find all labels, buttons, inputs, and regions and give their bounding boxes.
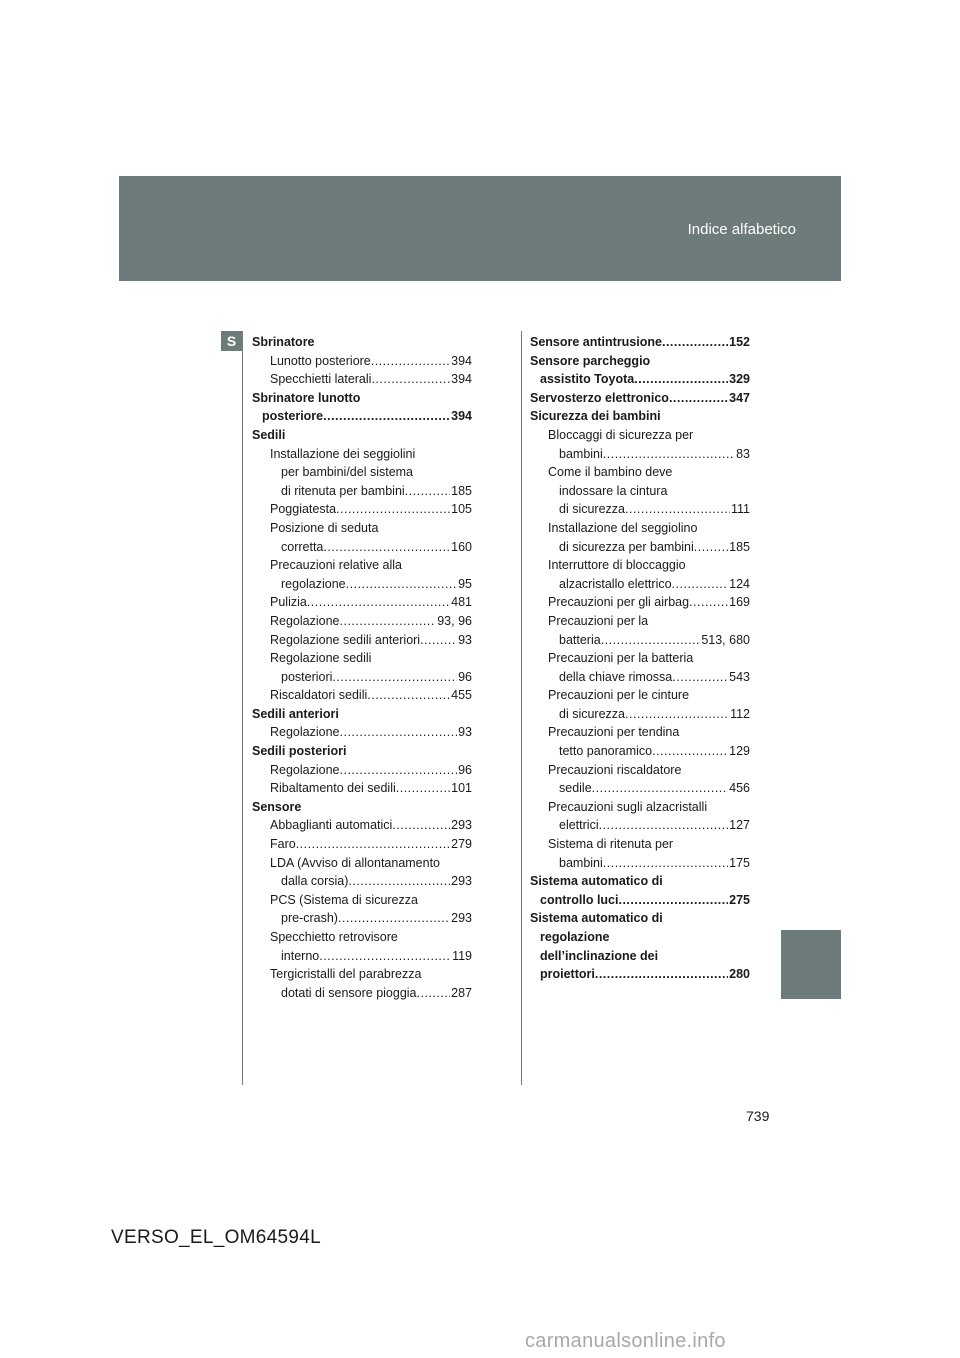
entry-text: Precauzioni relative alla [270,558,403,573]
entry-page: 394 [451,409,472,424]
dot-leader [672,575,729,594]
entry-text: Precauzioni riscaldatore [548,762,682,777]
entry-text: indossare la cintura [559,483,668,498]
entry-page: 185 [451,483,472,498]
entry-text: di sicurezza per bambini [559,539,694,554]
entry-page: 101 [451,781,472,796]
index-entry [252,761,472,780]
dot-leader [323,538,450,557]
entry-text: LDA (Avviso di allontanamento [270,855,441,870]
entry-page: 93 [458,632,472,647]
index-entry [530,352,750,371]
entry-text: PCS (Sistema di sicurezza [270,892,418,907]
index-entry [252,705,472,724]
entry-page: 185 [729,539,750,554]
column-divider-right [521,331,522,1085]
entry-page: 456 [729,781,750,796]
dot-leader [371,370,450,389]
entry-text: Abbaglianti automatici [270,818,393,833]
entry-text: Installazione dei seggiolini [270,446,416,461]
index-entry [252,854,472,873]
entry-page: 160 [451,539,472,554]
entry-page: 127 [729,818,750,833]
dot-leader [340,612,437,631]
index-entry [530,891,750,910]
index-entry [252,798,472,817]
dot-leader [662,333,728,352]
section-header [119,176,841,281]
index-entry [530,723,750,742]
dot-leader [392,816,450,835]
entry-text: Tergicristalli del parabrezza [270,967,422,982]
entry-text: di sicurezza [559,502,625,517]
entry-text: Regolazione [270,762,340,777]
entry-text: Regolazione sedili anteriori [270,632,421,647]
index-entry [530,872,750,891]
entry-text: Ribaltamento dei sedili [270,781,396,796]
entry-text: Precauzioni per gli airbag [548,595,690,610]
entry-text: Sistema automatico di [530,874,663,889]
entry-page: 543 [729,669,750,684]
entry-page: 513, 680 [701,632,750,647]
entry-text: Precauzioni per tendina [548,725,680,740]
index-entry [252,723,472,742]
entry-page: 152 [729,335,750,349]
index-entry [252,445,472,464]
document-code: VERSO_EL_OM64594L [111,1227,321,1248]
index-entry [530,370,750,389]
index-entry [530,426,750,445]
entry-page: 119 [452,948,472,963]
dot-leader [307,593,450,612]
entry-text: Installazione del seggiolino [548,520,698,535]
index-entry [530,519,750,538]
dot-leader [405,482,450,501]
dot-leader [652,742,728,761]
entry-page: 394 [451,353,472,368]
index-entry [530,761,750,780]
index-entry [252,928,472,947]
entry-page: 95 [458,576,472,591]
entry-text: della chiave rimossa [559,669,673,684]
entry-page: 93 [458,725,472,740]
dot-leader [694,538,728,557]
index-entry [252,333,472,352]
side-tab [781,930,841,999]
index-entry [252,575,472,594]
index-entry [530,816,750,835]
entry-text: Sistema automatico di [530,911,663,926]
entry-text: elettrici [559,818,599,833]
index-entry [530,965,750,984]
entry-text: Sistema di ritenuta per [548,837,674,852]
entry-text: controllo luci [540,892,619,907]
entry-text: dotati di sensore pioggia [281,985,417,1000]
entry-page: 175 [729,855,750,870]
entry-text: Regolazione [270,613,340,628]
entry-text: Regolazione sedili [270,651,372,666]
index-entry [530,631,750,650]
dot-leader [296,835,450,854]
dot-leader [672,668,728,687]
dot-leader [340,761,458,780]
entry-page: 275 [729,892,750,907]
entry-text: Poggiatesta [270,502,337,517]
dot-leader [336,500,450,519]
dot-leader [603,445,735,464]
index-entry [252,909,472,928]
index-entry [530,538,750,557]
entry-text: sedile [559,781,592,796]
index-entry [530,742,750,761]
letter-badge: S [221,331,242,351]
index-entry [530,593,750,612]
index-entry [530,389,750,408]
dot-leader [595,965,728,984]
index-entry [252,835,472,854]
entry-text: Faro [270,837,296,852]
entry-text: Come il bambino deve [548,465,673,480]
entry-page: 455 [451,688,472,703]
column-divider-left [242,331,243,1085]
entry-text: posteriori [281,669,333,684]
index-entry [252,352,472,371]
dot-leader [340,723,458,742]
dot-leader [618,891,728,910]
index-entry [252,872,472,891]
entry-page: 96 [458,669,472,684]
entry-page: 111 [730,502,750,517]
entry-text: Precauzioni per la [548,613,649,628]
entry-text: dell’inclinazione dei [540,948,659,963]
index-entry [252,779,472,798]
entry-text: Sedili posteriori [252,744,347,759]
index-entry [252,426,472,445]
dot-leader [367,686,450,705]
dot-leader [420,631,457,650]
index-entry [252,816,472,835]
index-entry [530,928,750,947]
watermark: carmanualsonline.info [525,1330,726,1352]
entry-page: 293 [451,818,472,833]
entry-text: Precauzioni per le cinture [548,688,690,703]
entry-text: Sbrinatore [252,335,315,349]
entry-page: 287 [451,985,472,1000]
dot-leader [669,389,728,408]
section-title: Indice alfabetico [687,221,796,238]
index-entry [252,538,472,557]
entry-text: Specchietto retrovisore [270,930,398,944]
index-entry [252,668,472,687]
dot-leader [689,593,728,612]
dot-leader [625,500,730,519]
entry-text: Riscaldatori sedili [270,688,368,703]
entry-text: Precauzioni sugli alzacristalli [548,799,708,814]
entry-page: 394 [451,372,472,387]
index-entry [530,668,750,687]
entry-page: 93, 96 [437,613,472,628]
entry-text: batteria [559,632,601,647]
page-number: 739 [746,1108,770,1124]
entry-text: Sensore antintrusione [530,335,662,349]
index-entry [252,742,472,761]
dot-leader [348,872,450,891]
entry-page: 124 [729,576,750,591]
index-entry [252,612,472,631]
entry-text: Sedili anteriori [252,706,339,721]
entry-page: 83 [736,446,750,461]
entry-text: Sbrinatore lunotto [252,390,361,405]
entry-text: Bloccaggi di sicurezza per [548,427,694,442]
entry-text: pre-crash) [281,911,338,926]
dot-leader [417,984,451,1003]
entry-text: Sicurezza dei bambini [530,409,661,424]
index-entry [530,333,750,352]
index-entry [530,705,750,724]
index-entry [530,463,750,482]
entry-page: 112 [730,706,750,721]
dot-leader [601,631,701,650]
index-entry [252,463,472,482]
dot-leader [323,407,450,426]
dot-leader [592,779,728,798]
entry-text: regolazione [281,576,346,591]
index-entry [530,854,750,873]
entry-text: di ritenuta per bambini [281,483,405,498]
entry-text: Precauzioni per la batteria [548,651,694,666]
index-entry [252,500,472,519]
index-entry [530,445,750,464]
index-entry [530,798,750,817]
index-entry [252,593,472,612]
entry-text: Pulizia [270,595,307,610]
entry-text: Regolazione [270,725,340,740]
index-entry [530,500,750,519]
dot-leader [634,370,728,389]
index-entry [252,947,472,966]
index-column-1 [252,333,472,1002]
index-entry [252,482,472,501]
dot-leader [346,575,457,594]
index-entry [530,835,750,854]
entry-text: Servosterzo elettronico [530,390,669,405]
entry-page: 329 [729,372,750,387]
entry-text: Sensore [252,799,302,814]
entry-page: 280 [729,967,750,982]
index-entry [252,556,472,575]
index-entry [252,984,472,1003]
entry-text: Sensore parcheggio [530,353,651,368]
index-entry [530,779,750,798]
entry-text: regolazione [540,930,610,944]
index-entry [530,407,750,426]
index-entry [530,556,750,575]
entry-page: 129 [729,744,750,759]
entry-text: interno [281,948,320,963]
index-entry [252,407,472,426]
entry-text: Interruttore di bloccaggio [548,558,686,573]
dot-leader [338,909,450,928]
entry-page: 293 [451,874,472,889]
index-entry [530,575,750,594]
entry-page: 105 [451,502,472,517]
dot-leader [319,947,451,966]
index-entry [530,482,750,501]
dot-leader [625,705,729,724]
dot-leader [332,668,457,687]
index-entry [252,649,472,668]
entry-text: bambini [559,446,603,461]
entry-text: Sedili [252,427,286,442]
dot-leader [396,779,450,798]
index-entry [252,631,472,650]
dot-leader [599,816,729,835]
dot-leader [603,854,728,873]
entry-page: 169 [729,595,750,610]
entry-text: posteriore [262,409,324,424]
entry-text: dalla corsia) [281,874,349,889]
index-entry [530,909,750,928]
dot-leader [371,352,450,371]
index-entry [530,947,750,966]
entry-text: tetto panoramico [559,744,653,759]
entry-text: per bambini/del sistema [281,465,414,480]
index-entry [530,649,750,668]
index-entry [252,370,472,389]
entry-text: corretta [281,539,324,554]
index-entry [252,965,472,984]
index-entry [530,686,750,705]
entry-page: 293 [451,911,472,926]
index-entry [252,519,472,538]
index-entry [530,612,750,631]
index-entry [252,389,472,408]
entry-text: Specchietti laterali [270,372,372,387]
entry-page: 96 [458,762,472,777]
index-entry [252,891,472,910]
entry-page: 481 [451,595,472,610]
entry-text: alzacristallo elettrico [559,576,672,591]
index-column-2 [530,333,750,984]
entry-text: proiettori [540,967,595,982]
entry-text: assistito Toyota [540,372,635,387]
entry-text: bambini [559,855,603,870]
entry-page: 279 [451,837,472,852]
entry-text: Posizione di seduta [270,520,379,535]
entry-text: Lunotto posteriore [270,353,371,368]
index-entry [252,686,472,705]
entry-text: di sicurezza [559,706,625,721]
entry-page: 347 [729,390,750,405]
